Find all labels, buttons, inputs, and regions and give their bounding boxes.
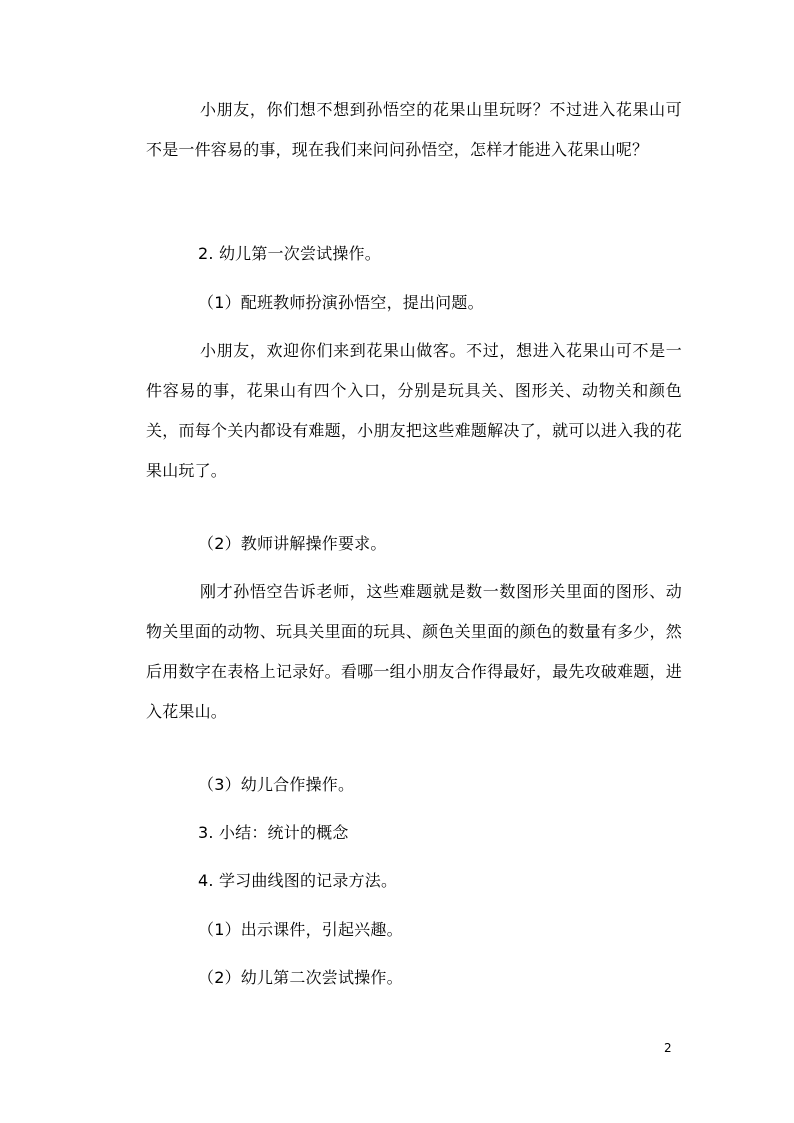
heading-step-2: 2. 幼儿第一次尝试操作。 <box>198 244 381 263</box>
paragraph-welcome: 小朋友，欢迎你们来到花果山做客。不过，想进入花果山可不是一件容易的事，花果山有四个入口，分别是玩具关、图形关、动物关和颜色关，而每个关内都设有难题，小朋友把这些难题解决了，就可以进入我的花果山玩了。 <box>146 341 682 480</box>
page-number: 2 <box>664 1041 672 1055</box>
heading-step-4: 4. 学习曲线图的记录方法。 <box>198 871 398 890</box>
substep-4-2: （2）幼儿第二次尝试操作。 <box>198 968 403 987</box>
substep-1: （1）配班教师扮演孙悟空，提出问题。 <box>198 293 484 312</box>
heading-step-3: 3. 小结：统计的概念 <box>198 823 349 842</box>
paragraph-intro: 小朋友，你们想不想到孙悟空的花果山里玩呀？不过进入花果山可不是一件容易的事，现在我们来问问孙悟空，怎样才能进入花果山呢？ <box>146 100 682 159</box>
paragraph-requirements: 刚才孙悟空告诉老师，这些难题就是数一数图形关里面的图形、动物关里面的动物、玩具关里面的玩具、颜色关里面的颜色的数量有多少，然后用数字在表格上记录好。看哪一组小朋友合作得最好，最先攻破难题，进入花果山。 <box>146 582 682 721</box>
substep-2: （2）教师讲解操作要求。 <box>198 534 387 553</box>
substep-3: （3）幼儿合作操作。 <box>198 775 355 794</box>
substep-4-1: （1）出示课件，引起兴趣。 <box>198 920 403 939</box>
